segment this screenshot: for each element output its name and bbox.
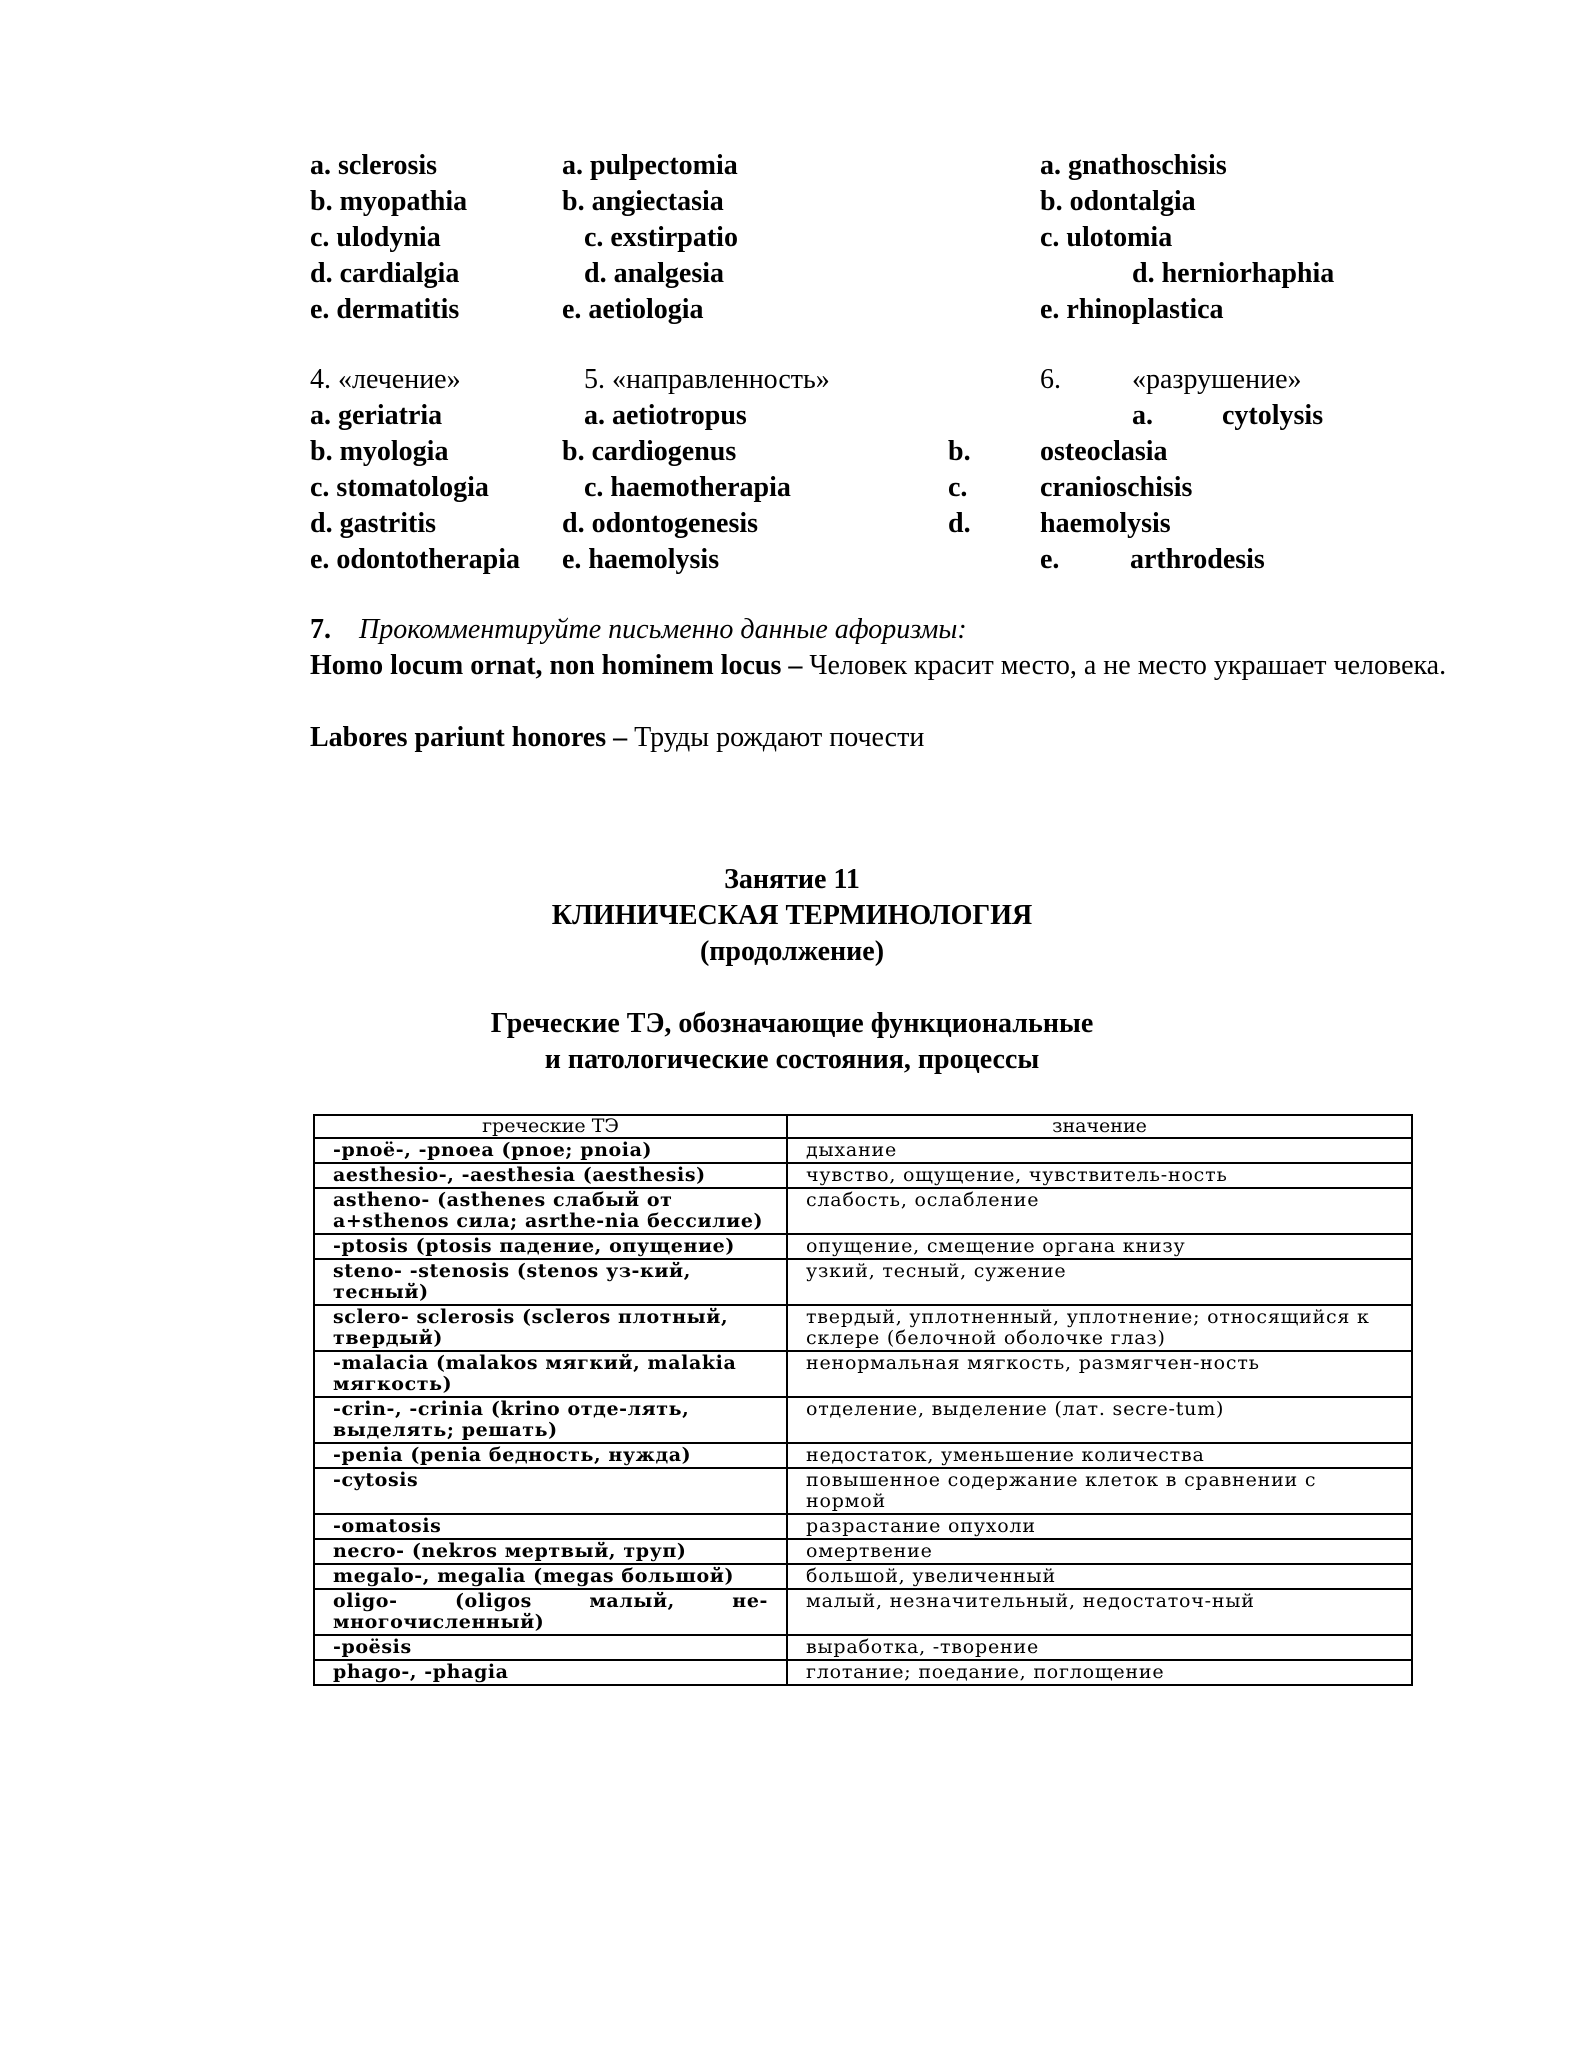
table-row	[314, 1305, 1412, 1351]
option-6a-word: cytolysis	[1222, 400, 1324, 431]
meaning-cell: отделение, выделение (лат. secre-tum)	[787, 1397, 1412, 1443]
terminology-table	[313, 1114, 1413, 1686]
meaning-cell: слабость, ослабление	[787, 1188, 1412, 1234]
option-3b: b. odontalgia	[1040, 186, 1196, 217]
aphorism-2-translation: Труды рождают почести	[627, 722, 925, 753]
meaning-cell: чувство, ощущение, чувствитель-ность	[787, 1163, 1412, 1188]
option-6c-letter: c.	[948, 472, 968, 503]
lesson-number: Занятие 11	[724, 864, 860, 895]
section-heading-line-2: и патологические состояния, процессы	[544, 1044, 1040, 1075]
option-5b: b. cardiogenus	[562, 436, 737, 467]
option-3c: c. ulotomia	[1040, 222, 1173, 253]
option-4e: e. odontotherapia	[310, 544, 520, 575]
meaning-cell: твердый, уплотненный, уплотнение; относящийся к склере (белочной оболочке глаз)	[787, 1305, 1412, 1351]
lesson-title: КЛИНИЧЕСКАЯ ТЕРМИНОЛОГИЯ	[551, 900, 1033, 931]
meaning-cell: большой, увеличенный	[787, 1564, 1412, 1589]
option-2d: d. analgesia	[584, 258, 725, 289]
option-6e-word: arthrodesis	[1130, 544, 1265, 575]
option-6b-word: osteoclasia	[1040, 436, 1168, 467]
heading-4: 4. «лечение»	[310, 364, 461, 395]
option-2c: c. exstirpatio	[584, 222, 738, 253]
option-6d-word: haemolysis	[1040, 508, 1171, 539]
table-row	[314, 1468, 1412, 1514]
term-cell: sclero- sclerosis (scleros плотный, твердый)	[314, 1305, 787, 1351]
meaning-cell: малый, незначительный, недостаточ-ный	[787, 1589, 1412, 1635]
table-row	[314, 1539, 1412, 1564]
option-1b: b. myopathia	[310, 186, 468, 217]
option-2a: a. pulpectomia	[562, 150, 738, 181]
meaning-cell: ненормальная мягкость, размягчен-ность	[787, 1351, 1412, 1397]
term-cell: -omatosis	[314, 1514, 787, 1539]
term-cell: phago-, -phagia	[314, 1660, 787, 1685]
term-cell: oligo- (oligos малый, не-многочисленный)	[314, 1589, 787, 1635]
option-3e: e. rhinoplastica	[1040, 294, 1224, 325]
term-cell: astheno- (asthenes слабый от a+sthenos сила; asrthe-nia бессилие)	[314, 1188, 787, 1234]
option-6d-letter: d.	[948, 508, 971, 539]
option-3d: d. herniorhaphia	[1132, 258, 1335, 289]
option-6a-letter: a.	[1132, 400, 1153, 431]
table-row	[314, 1163, 1412, 1188]
option-6c-word: cranioschisis	[1040, 472, 1193, 503]
heading-6-number: 6.	[1040, 364, 1061, 395]
table-row	[314, 1351, 1412, 1397]
table-row	[314, 1397, 1412, 1443]
meaning-cell: выработка, -творение	[787, 1635, 1412, 1660]
option-4b: b. myologia	[310, 436, 449, 467]
option-6b-letter: b.	[948, 436, 971, 467]
section-heading-line-1: Греческие ТЭ, обозначающие функциональные	[490, 1008, 1094, 1039]
meaning-cell: повышенное содержание клеток в сравнении с нормой	[787, 1468, 1412, 1514]
option-1e: e. dermatitis	[310, 294, 460, 325]
option-6e-letter: e.	[1040, 544, 1060, 575]
term-cell: -crin-, -crinia (krino отде-лять, выделять; решать)	[314, 1397, 787, 1443]
table-row	[314, 1514, 1412, 1539]
table-row	[314, 1234, 1412, 1259]
header-meaning: значение	[787, 1115, 1412, 1138]
aphorism-1-translation: Человек красит место, а не место украшает человека.	[802, 650, 1447, 681]
term-cell: -penia (penia бедность, нужда)	[314, 1443, 787, 1468]
meaning-cell: глотание; поедание, поглощение	[787, 1660, 1412, 1685]
task-7-instruction: Прокомментируйте письменно данные афоризмы:	[359, 614, 967, 645]
table-row	[314, 1589, 1412, 1635]
table-row	[314, 1660, 1412, 1685]
term-cell: -malacia (malakos мягкий, malakia мягкость)	[314, 1351, 787, 1397]
option-1a: a. sclerosis	[310, 150, 438, 181]
option-4d: d. gastritis	[310, 508, 436, 539]
term-cell: -ptosis (ptosis падение, опущение)	[314, 1234, 787, 1259]
term-cell: -cytosis	[314, 1468, 787, 1514]
task-7-number: 7.	[310, 614, 331, 645]
term-cell: steno- -stenosis (stenos уз-кий, тесный)	[314, 1259, 787, 1305]
meaning-cell: омертвение	[787, 1539, 1412, 1564]
option-5c: c. haemotherapia	[584, 472, 791, 503]
option-1d: d. cardialgia	[310, 258, 460, 289]
table-row	[314, 1188, 1412, 1234]
table-row	[314, 1259, 1412, 1305]
term-cell: -poёsis	[314, 1635, 787, 1660]
option-1c: c. ulodynia	[310, 222, 441, 253]
meaning-cell: недостаток, уменьшение количества	[787, 1443, 1412, 1468]
option-5d: d. odontogenesis	[562, 508, 759, 539]
option-2e: e. aetiologia	[562, 294, 704, 325]
option-5e: e. haemolysis	[562, 544, 720, 575]
term-cell: necro- (nekros мертвый, труп)	[314, 1539, 787, 1564]
meaning-cell: узкий, тесный, сужение	[787, 1259, 1412, 1305]
option-4c: c. stomatologia	[310, 472, 489, 503]
aphorism-1-latin: Homo locum ornat, non hominem locus –	[310, 650, 803, 681]
option-4a: a. geriatria	[310, 400, 443, 431]
header-greek-terms: греческие ТЭ	[314, 1115, 787, 1138]
heading-5: 5. «направленность»	[584, 364, 830, 395]
meaning-cell: дыхание	[787, 1138, 1412, 1163]
term-cell: -pnoё-, -pnoea (pnoe; pnoia)	[314, 1138, 787, 1163]
lesson-subtitle: (продолжение)	[699, 936, 885, 967]
meaning-cell: опущение, смещение органа книзу	[787, 1234, 1412, 1259]
table-row	[314, 1564, 1412, 1589]
aphorism-1	[222, 648, 1468, 684]
heading-6-text: «разрушение»	[1132, 364, 1302, 395]
aphorism-2	[310, 720, 924, 756]
option-5a: a. aetiotropus	[584, 400, 747, 431]
table-row	[314, 1443, 1412, 1468]
term-cell: aesthesio-, -aesthesia (aesthesis)	[314, 1163, 787, 1188]
option-2b: b. angiectasia	[562, 186, 724, 217]
task-7-heading	[310, 612, 967, 648]
term-cell: megalo-, megalia (megas большой)	[314, 1564, 787, 1589]
table-row	[314, 1635, 1412, 1660]
table-header-row	[314, 1115, 1412, 1138]
option-3a: a. gnathoschisis	[1040, 150, 1227, 181]
aphorism-2-latin: Labores pariunt honores –	[310, 722, 628, 753]
meaning-cell: разрастание опухоли	[787, 1514, 1412, 1539]
table-row	[314, 1138, 1412, 1163]
